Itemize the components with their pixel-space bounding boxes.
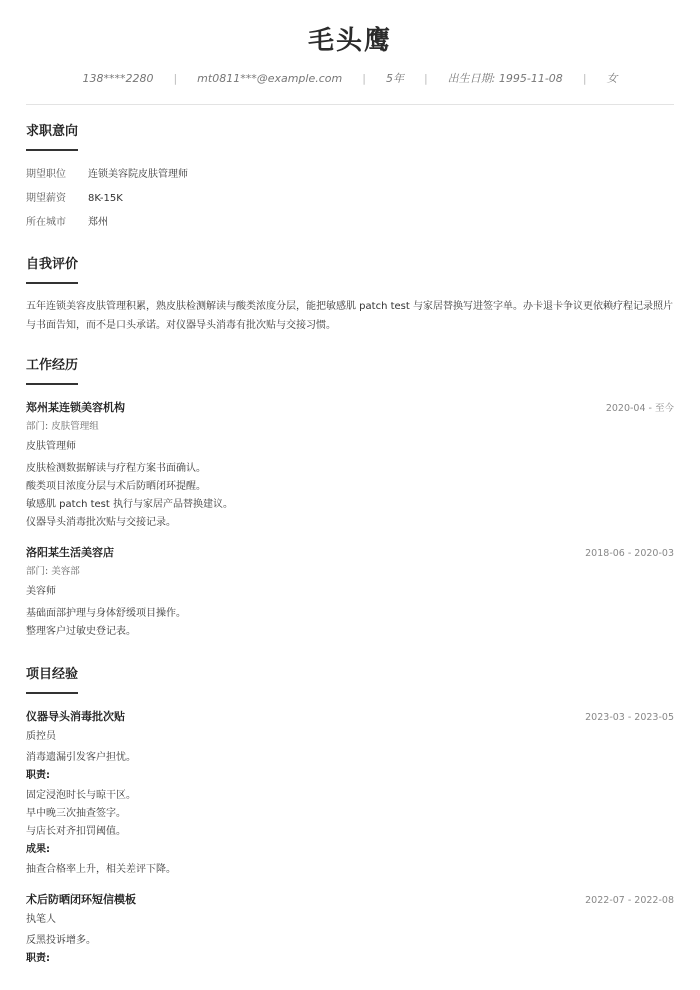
- intent-value: 连锁美容院皮肤管理师: [88, 169, 188, 180]
- duties-label: 职责:: [26, 953, 50, 964]
- self-evaluation-text: 五年连锁美容皮肤管理积累，熟皮肤检测解读与酸类浓度分层，能把敏感肌 patch test 与家居替换写进签字单。办卡退卡争议更依赖疗程记录照片与书面告知，而不是口头承诺。对仪器导头消毒有批次贴与交接习惯。: [26, 301, 673, 331]
- intent-row-salary: [26, 193, 674, 217]
- resume-header: [0, 0, 700, 86]
- candidate-name: 毛头鹰: [307, 26, 392, 56]
- intent-row-position: [26, 169, 674, 193]
- project-role: 质控员: [26, 731, 56, 742]
- department: 部门: 皮肤管理组: [26, 421, 99, 432]
- project-result: 抽查合格率上升，相关差评下降。: [26, 864, 176, 875]
- birth-date: 出生日期: 1995-11-08: [447, 72, 563, 85]
- section-projects: [26, 667, 674, 966]
- project-date: 2022-07 - 2022-08: [585, 895, 674, 906]
- project-description: 消毒遗漏引发客户担忧。: [26, 752, 136, 763]
- section-underline: [26, 282, 78, 284]
- separator: |: [362, 71, 366, 85]
- project-description: 反黑投诉增多。: [26, 935, 96, 946]
- experience-years: 5年: [385, 72, 404, 85]
- section-underline: [26, 383, 78, 385]
- header-divider: [26, 104, 674, 105]
- section-job-intent: [26, 124, 674, 241]
- email: mt0811***@example.com: [197, 71, 343, 85]
- duties-label: 职责:: [26, 770, 50, 781]
- duty-line: 与店长对齐扣罚阈值。: [26, 826, 126, 837]
- section-title: 求职意向: [26, 124, 79, 139]
- project-duties: [26, 787, 674, 841]
- section-underline: [26, 692, 78, 694]
- work-duties: [26, 605, 674, 641]
- duty-line: 敏感肌 patch test 执行与家居产品替换建议。: [26, 499, 233, 510]
- intent-value: 8K-15K: [88, 193, 123, 204]
- section-work-experience: [26, 358, 674, 641]
- job-role: 皮肤管理师: [26, 441, 76, 452]
- project-name: 术后防晒闭环短信模板: [26, 893, 136, 906]
- intent-label: 期望薪资: [26, 193, 66, 204]
- intent-label: 期望职位: [26, 169, 66, 180]
- results-label: 成果:: [26, 844, 50, 855]
- separator: |: [423, 71, 428, 85]
- duty-line: 早中晚三次抽查签字。: [26, 808, 126, 819]
- section-title: 项目经验: [26, 667, 79, 682]
- separator: |: [173, 71, 178, 85]
- duty-line: 仪器导头消毒批次贴与交接记录。: [26, 517, 176, 528]
- project-entry: [26, 708, 674, 879]
- duty-line: 整理客户过敏史登记表。: [26, 626, 136, 637]
- duty-line: 皮肤检测数据解读与疗程方案书面确认。: [26, 463, 206, 474]
- work-entry: [26, 399, 674, 532]
- company-name: 洛阳某生活美容店: [26, 546, 114, 559]
- project-name: 仪器导头消毒批次贴: [26, 710, 125, 723]
- contact-bar: [0, 70, 700, 86]
- duty-line: 酸类项目浓度分层与术后防晒闭环提醒。: [26, 481, 206, 492]
- intent-value: 郑州: [88, 217, 108, 228]
- section-title: 自我评价: [26, 257, 79, 272]
- intent-row-city: [26, 217, 674, 241]
- phone: 138****2280: [82, 71, 154, 85]
- section-self-evaluation: [26, 257, 674, 335]
- duty-line: 基础面部护理与身体舒缓项目操作。: [26, 608, 186, 619]
- section-title: 工作经历: [26, 358, 79, 373]
- company-name: 郑州某连锁美容机构: [26, 401, 125, 414]
- department: 部门: 美容部: [26, 566, 80, 577]
- duty-line: 固定浸泡时长与晾干区。: [26, 790, 136, 801]
- intent-label: 所在城市: [26, 217, 66, 228]
- separator: |: [582, 71, 587, 85]
- project-entry: [26, 891, 674, 966]
- gender: 女: [606, 72, 618, 85]
- work-entry: [26, 544, 674, 641]
- work-date: 2018-06 - 2020-03: [585, 548, 674, 559]
- project-date: 2023-03 - 2023-05: [585, 712, 674, 723]
- project-role: 执笔人: [26, 914, 56, 925]
- section-underline: [26, 149, 78, 151]
- work-date: 2020-04 - 至今: [605, 403, 674, 414]
- work-duties: [26, 460, 674, 532]
- job-role: 美容师: [26, 586, 56, 597]
